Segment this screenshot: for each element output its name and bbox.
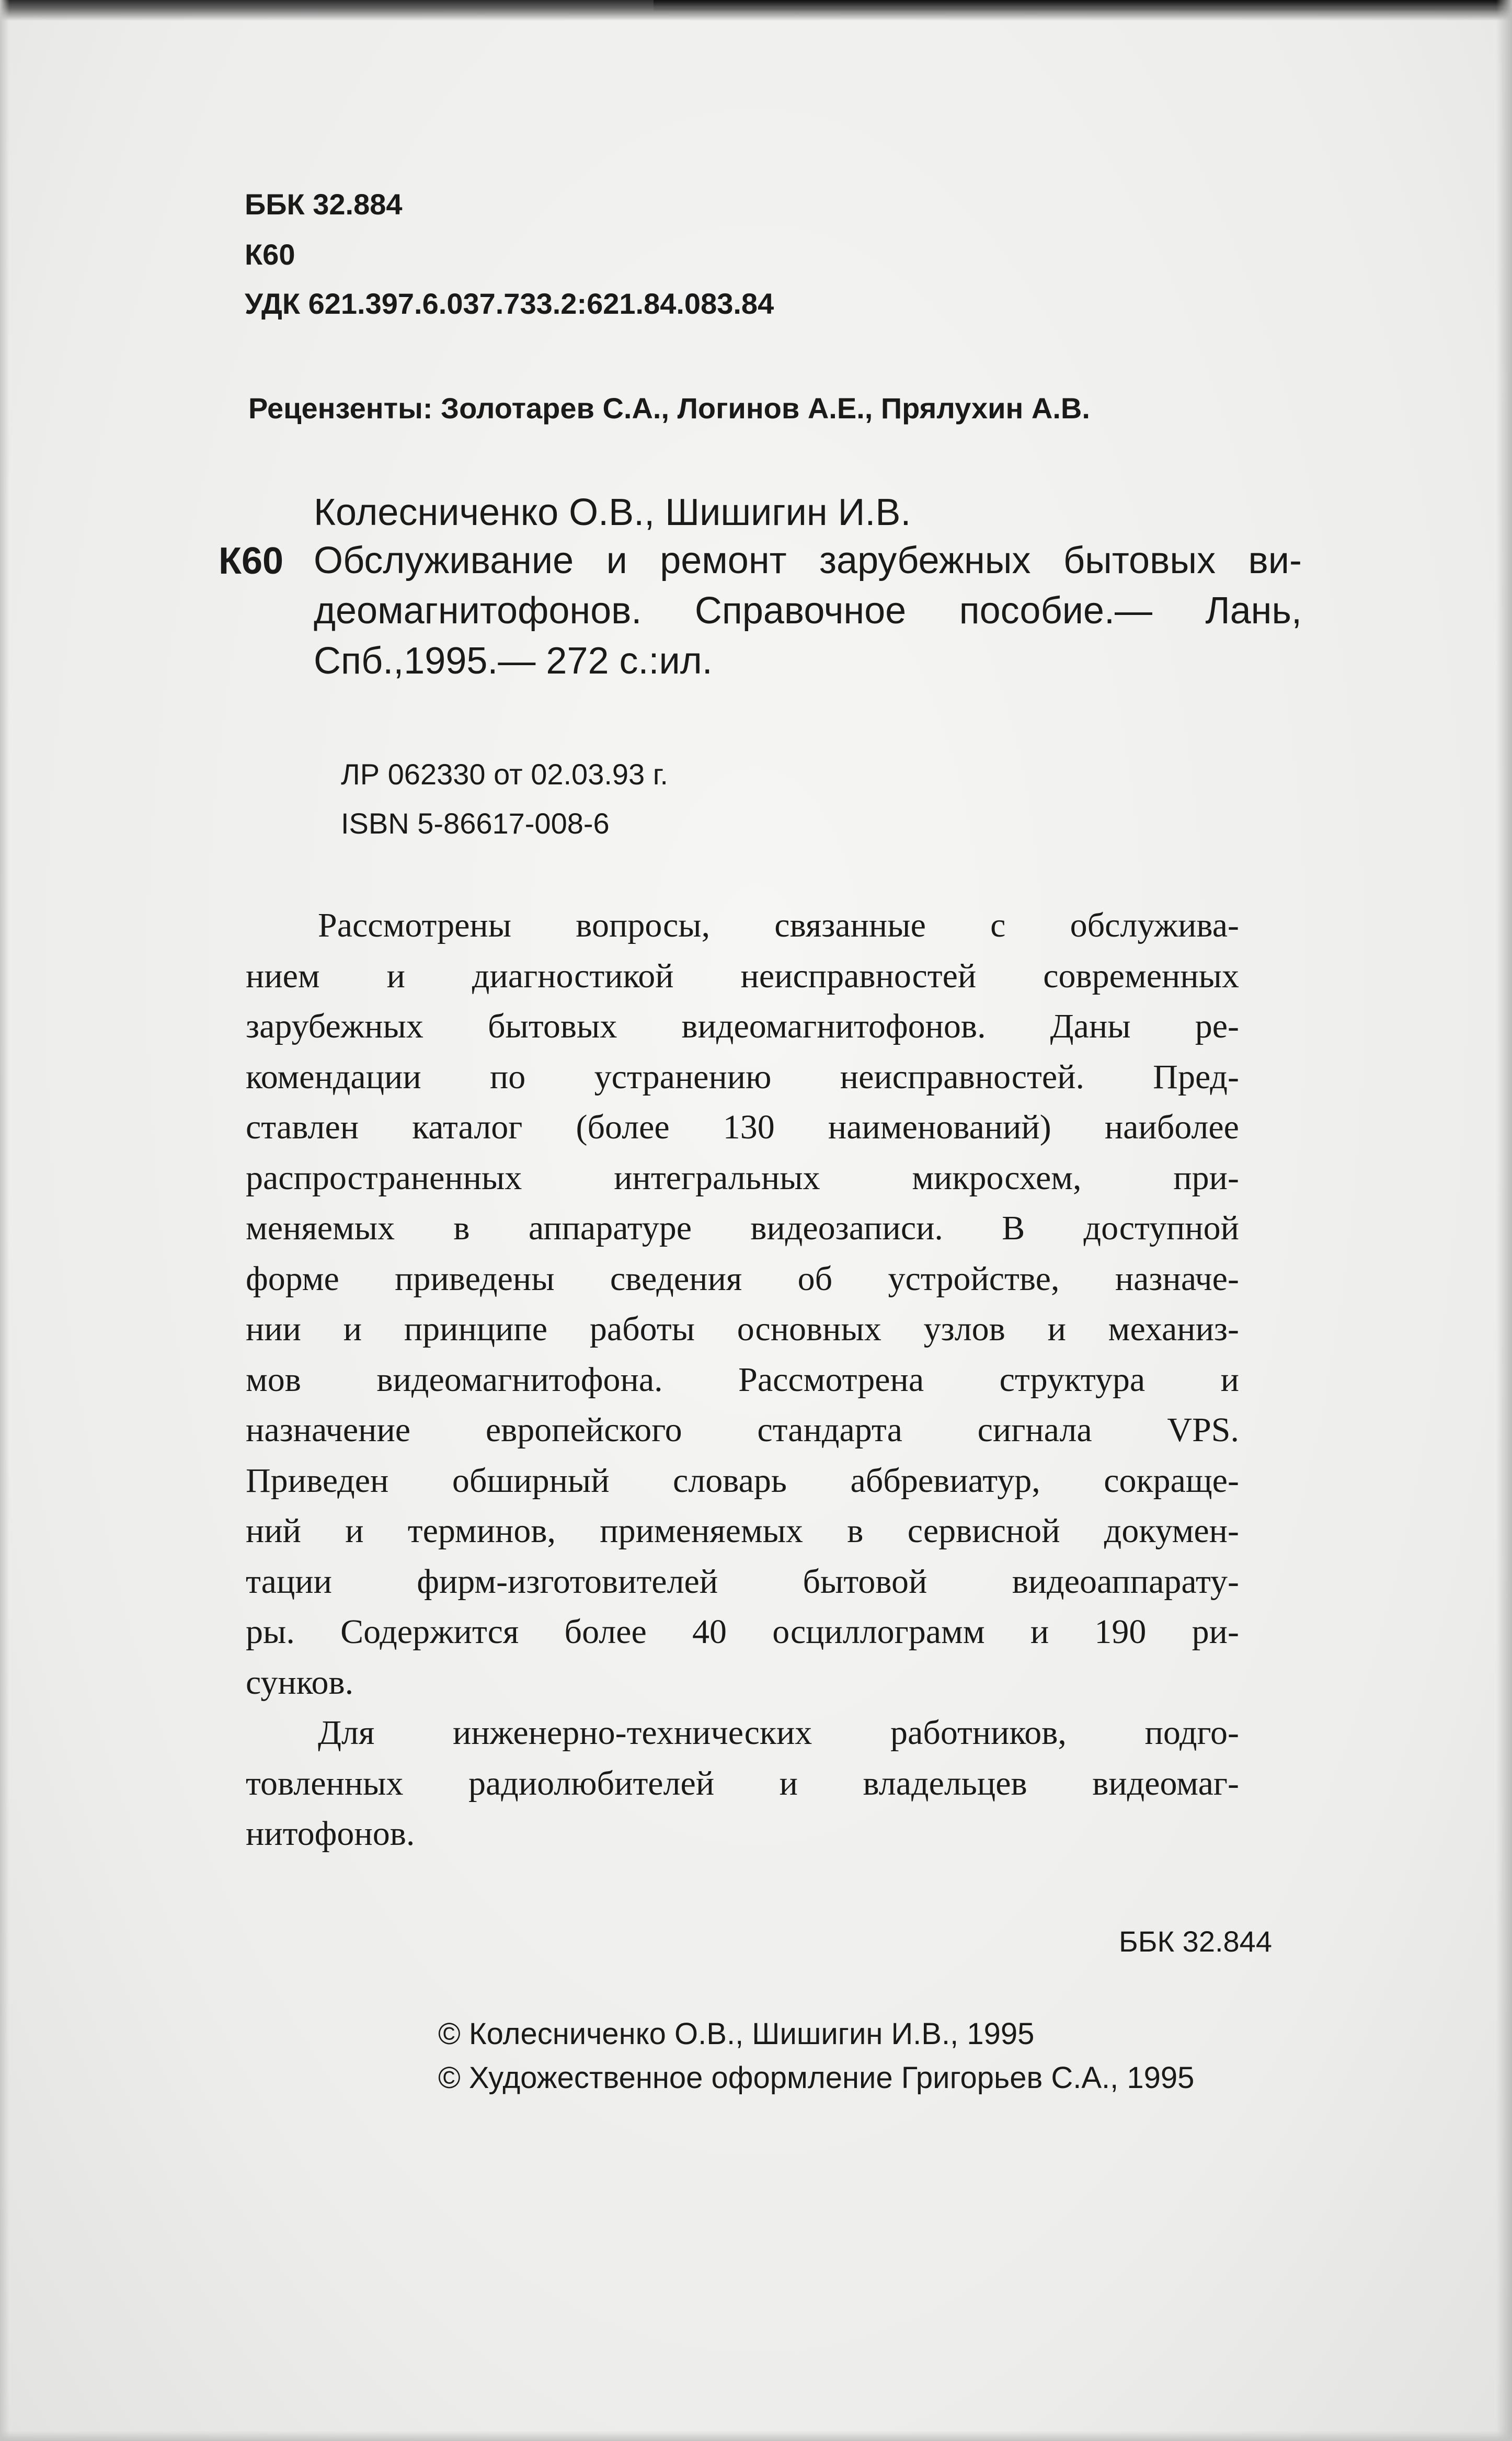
word: в <box>453 1209 470 1247</box>
word: VPS. <box>1167 1411 1239 1449</box>
word: Приведен <box>246 1461 389 1500</box>
word: владельцев <box>863 1764 1027 1803</box>
word: наиболее <box>1104 1108 1239 1146</box>
abstract-line <box>246 1759 1239 1809</box>
word: с <box>990 906 1006 944</box>
udk-code: УДК 621.397.6.037.733.2:621.84.083.84 <box>245 287 774 320</box>
word: пособие.— <box>959 590 1152 632</box>
word: Пред- <box>1153 1057 1239 1096</box>
word: европейского <box>485 1411 682 1449</box>
abstract-line <box>246 1355 1239 1406</box>
word: и <box>343 1310 362 1348</box>
word: устранению <box>594 1057 772 1096</box>
reviewers-line: Рецензенты: Золотарев С.А., Логинов А.Е., Прялухин А.В. <box>248 392 1090 425</box>
word: инженерно-технических <box>453 1714 812 1752</box>
word: узлов <box>923 1310 1005 1348</box>
word: нии <box>246 1310 301 1348</box>
word: ре- <box>1195 1007 1239 1045</box>
word: подго- <box>1144 1714 1239 1752</box>
word: современных <box>1043 956 1239 995</box>
abstract <box>246 900 1239 1860</box>
word: видеомагнитофона. <box>376 1360 663 1399</box>
word: осциллограмм <box>772 1613 985 1651</box>
word: назначе- <box>1115 1259 1239 1298</box>
word: работы <box>589 1310 695 1348</box>
word: зарубежных <box>819 540 1031 581</box>
word: устройстве, <box>888 1259 1060 1298</box>
word: 130 <box>723 1108 775 1146</box>
abstract-line-last: нитофонов. <box>246 1815 415 1853</box>
word: назначение <box>246 1411 411 1449</box>
word: и <box>779 1764 798 1803</box>
word: при- <box>1173 1158 1239 1197</box>
word: докумен- <box>1104 1512 1239 1550</box>
word: аббревиатур, <box>850 1461 1040 1500</box>
word: по <box>489 1057 526 1096</box>
word: наименований) <box>828 1108 1051 1146</box>
abstract-line <box>246 1456 1239 1507</box>
word: связанные <box>774 906 926 944</box>
word: сведения <box>610 1259 742 1298</box>
word: Справочное <box>694 590 907 632</box>
word: видеомагнитофонов. <box>681 1007 986 1045</box>
abstract-line <box>246 1607 1239 1658</box>
word: Лань, <box>1205 590 1302 632</box>
word: фирм-изготовителей <box>417 1562 718 1601</box>
word: распространенных <box>246 1158 522 1197</box>
author-mark-code: К60 <box>245 238 295 271</box>
word: видеозаписи. <box>750 1209 943 1247</box>
word: видеомаг- <box>1092 1764 1239 1803</box>
word: основных <box>737 1310 881 1348</box>
abstract-line <box>246 1506 1239 1557</box>
word: словарь <box>673 1461 787 1500</box>
word: Рассмотрены <box>318 906 512 944</box>
word: комендации <box>246 1057 421 1096</box>
word: форме <box>246 1259 339 1298</box>
word: и <box>345 1512 364 1550</box>
word: Для <box>318 1714 375 1752</box>
word: мов <box>246 1360 301 1399</box>
word: 190 <box>1094 1613 1147 1651</box>
abstract-line <box>246 1203 1239 1254</box>
abstract-line-last: сунков. <box>246 1663 354 1702</box>
word: ставлен <box>246 1108 359 1146</box>
abstract-line <box>246 1304 1239 1355</box>
word: радиолюбителей <box>468 1764 715 1803</box>
word: каталог <box>412 1108 523 1146</box>
word: 40 <box>692 1613 727 1651</box>
word: и <box>1047 1310 1066 1348</box>
word: (более <box>576 1108 670 1146</box>
word: ры. <box>246 1613 295 1651</box>
word: ний <box>246 1512 301 1550</box>
word: в <box>847 1512 864 1550</box>
word: сокраще- <box>1104 1461 1239 1500</box>
word: и <box>606 540 627 581</box>
word: сигнала <box>977 1411 1092 1449</box>
word: ви- <box>1248 540 1302 581</box>
footer-bbk: ББК 32.844 <box>1119 1925 1272 1958</box>
word: бытовых <box>487 1007 617 1045</box>
authors-line: Колесниченко О.В., Шишигин И.В. <box>314 492 911 533</box>
biblio-title-line-2 <box>314 586 1302 636</box>
lr-license: ЛР 062330 от 02.03.93 г. <box>341 758 668 791</box>
word: тации <box>246 1562 332 1601</box>
scan-edge-right <box>1496 0 1512 2441</box>
word: Рассмотрена <box>738 1360 924 1399</box>
word: бытовых <box>1063 540 1216 581</box>
word: и <box>386 956 405 995</box>
word: более <box>564 1613 647 1651</box>
word: приведены <box>395 1259 555 1298</box>
abstract-line <box>246 900 1239 951</box>
word: и <box>1030 1613 1049 1651</box>
abstract-line <box>246 1557 1239 1607</box>
word: терминов, <box>407 1512 556 1550</box>
word: механиз- <box>1108 1310 1239 1348</box>
word: обширный <box>452 1461 610 1500</box>
biblio-title-block <box>314 535 1302 686</box>
biblio-title-line-1 <box>314 535 1302 586</box>
word: товленных <box>246 1764 404 1803</box>
abstract-line <box>246 1001 1239 1052</box>
word: доступной <box>1083 1209 1239 1247</box>
word: неисправностей. <box>840 1057 1084 1096</box>
scan-edge-bottom <box>0 2431 1512 2441</box>
isbn: ISBN 5-86617-008-6 <box>341 807 610 840</box>
word: об <box>797 1259 833 1298</box>
word: Обслуживание <box>314 540 574 581</box>
abstract-line <box>246 1254 1239 1305</box>
abstract-line <box>246 1052 1239 1103</box>
abstract-line <box>246 951 1239 1002</box>
word: меняемых <box>246 1209 395 1247</box>
word: ри- <box>1192 1613 1239 1651</box>
biblio-imprint-line: Спб.,1995.— 272 с.:ил. <box>314 640 713 682</box>
word: В <box>1002 1209 1025 1247</box>
word: интегральных <box>614 1158 820 1197</box>
word: аппаратуре <box>528 1209 692 1247</box>
word: стандарта <box>757 1411 902 1449</box>
word: структура <box>999 1360 1146 1399</box>
word: бытовой <box>803 1562 927 1601</box>
word: деомагнитофонов. <box>314 590 642 632</box>
word: применяемых <box>600 1512 804 1550</box>
word: микросхем, <box>912 1158 1082 1197</box>
word: неисправностей <box>740 956 977 995</box>
biblio-index: К60 <box>219 540 284 582</box>
word: Содержится <box>340 1613 519 1651</box>
word: диагностикой <box>472 956 674 995</box>
word: вопросы, <box>576 906 711 944</box>
bbk-code: ББК 32.884 <box>245 188 403 221</box>
copyright-authors: © Колесниченко О.В., Шишигин И.В., 1995 <box>438 2017 1035 2051</box>
word: принципе <box>404 1310 548 1348</box>
scan-edge-left <box>0 0 9 2441</box>
abstract-line <box>246 1153 1239 1204</box>
word: и <box>1220 1360 1239 1399</box>
abstract-line <box>246 1102 1239 1153</box>
word: ремонт <box>660 540 787 581</box>
word: сервисной <box>907 1512 1060 1550</box>
word: нием <box>246 956 320 995</box>
abstract-line <box>246 1405 1239 1456</box>
word: работников, <box>890 1714 1067 1752</box>
word: видеоаппарату- <box>1012 1562 1239 1601</box>
word: Даны <box>1050 1007 1131 1045</box>
abstract-line <box>246 1708 1239 1759</box>
copyright-design: © Художественное оформление Григорьев С.А., 1995 <box>438 2061 1195 2095</box>
scan-shadow-top-dark <box>654 0 1512 12</box>
word: обслужива- <box>1070 906 1239 944</box>
word: зарубежных <box>246 1007 423 1045</box>
